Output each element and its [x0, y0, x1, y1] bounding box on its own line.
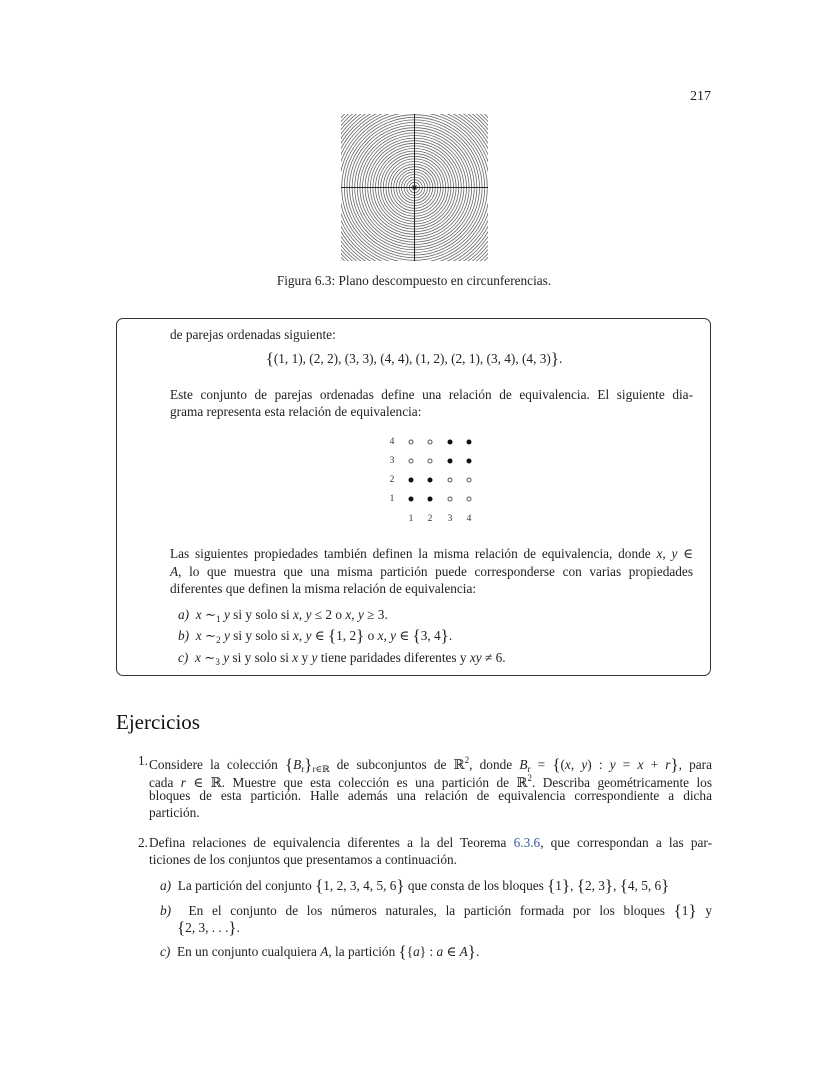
figure-caption: Figura 6.3: Plano descompuesto en circunferencias. [276, 273, 552, 288]
exercise-2-text-pre: Defina relaciones de equivalencia diferentes a la del Teorema [149, 835, 514, 850]
filled-dot [448, 459, 453, 464]
box-intro-line: de parejas ordenadas siguiente: [170, 327, 336, 342]
item-label: a) [160, 878, 172, 893]
open-dot [428, 459, 433, 464]
open-dot [409, 440, 414, 445]
exercise-1-line3: bloques de esta partición. Halle además una relación de equivalencia correspondiente a dicha [149, 788, 712, 803]
filled-dot [428, 478, 433, 483]
open-dot [448, 478, 453, 483]
col-label: 2 [427, 514, 433, 524]
row-label: 3 [389, 456, 395, 466]
item-label: b) [178, 628, 190, 643]
exercise-2-subitem-b-line1: b) En el conjunto de los números naturales, la partición formada por los bloques {1} y [160, 901, 712, 920]
circles-graphic [341, 114, 488, 261]
filled-dot [448, 440, 453, 445]
exercise-2-line2: ticiones de los conjuntos que presentamos a continuación. [149, 852, 457, 867]
box-paragraph1-line1: Este conjunto de parejas ordenadas define una relación de equivalencia. El siguiente dia- [170, 387, 693, 402]
exercise-2-subitem-a: a) La partición del conjunto {1, 2, 3, 4, 5, 6} que consta de los bloques {1}, {2, 3}, {4, 5, 6} [160, 876, 670, 895]
exercise-1-line4: partición. [149, 805, 200, 820]
row-label: 4 [389, 437, 395, 447]
exercise-number: 1. [138, 753, 148, 768]
open-dot [428, 440, 433, 445]
box-paragraph2-line2: A, lo que muestra que una misma partición puede corresponderse con varias propiedades [170, 564, 693, 579]
exercise-2-text-post: , que correspondan a las par- [540, 835, 713, 850]
exercise-1-line1: Considere la colección $\{B_r\}_{r\in ℝ}$ de subconjuntos de ℝ$^2$, donde $B_r = \{(x$, y) : y = x + r}, para [149, 755, 712, 774]
filled-dot [428, 497, 433, 502]
row-label: 1 [389, 494, 395, 504]
property-item-c: c) x $\sim_3$ y si y solo si x y y tiene paridades diferentes y xy ≠ 6. [178, 650, 506, 667]
section-heading: Ejercicios [116, 710, 200, 734]
row-label: 2 [389, 475, 395, 485]
item-label: a) [178, 607, 190, 622]
col-label: 3 [447, 514, 453, 524]
open-dot [409, 459, 414, 464]
col-label: 1 [408, 514, 414, 524]
item-label: c) [178, 650, 189, 665]
box-paragraph2-line1: Las siguientes propiedades también definen la misma relación de equivalencia, donde x, y ∈ [170, 546, 693, 561]
open-dot [448, 497, 453, 502]
exercise-1-line2: cada r ∈ ℝ. Muestre que esta colección es una partición de ℝ$^2$. Describa geométricamente los [149, 773, 712, 790]
box-paragraph1-line2: grama representa esta relación de equivalencia: [170, 404, 422, 419]
exercise-2-subitem-c: c) En un conjunto cualquiera A, la partición {{a} : a ∈ A}. [160, 942, 480, 961]
theorem-link[interactable]: 6.3.6 [513, 835, 541, 850]
filled-dot [467, 459, 472, 464]
box-paragraph2-line3: diferentes que definen la misma relación de equivalencia: [170, 581, 477, 596]
filled-dot [409, 497, 414, 502]
concentric-circles-figure [341, 114, 488, 261]
col-label: 4 [466, 514, 472, 524]
property-item-a: a) x $\sim_1$ y si y solo si x, y ≤ 2 o x, y ≥ 3. [178, 607, 388, 624]
exercise-number: 2. [138, 835, 148, 850]
open-dot [467, 497, 472, 502]
page-number: 217 [690, 89, 711, 104]
open-dot [467, 478, 472, 483]
ordered-pairs-set: {(1, 1), (2, 2), (3, 3), (4, 4), (1, 2), (2, 1), (3, 4), (4, 3)}. [265, 349, 563, 368]
exercise-2-line1 [149, 834, 712, 852]
filled-dot [409, 478, 414, 483]
exercise-2-subitem-b-line2: {2, 3, . . .}. [177, 918, 240, 937]
property-item-b: b) x $\sim_2$ y si y solo si x, y ∈ {1, 2} o x, y ∈ {3, 4}. [178, 626, 453, 645]
item-label: c) [160, 944, 171, 959]
filled-dot [467, 440, 472, 445]
item-label: b) [160, 903, 172, 918]
